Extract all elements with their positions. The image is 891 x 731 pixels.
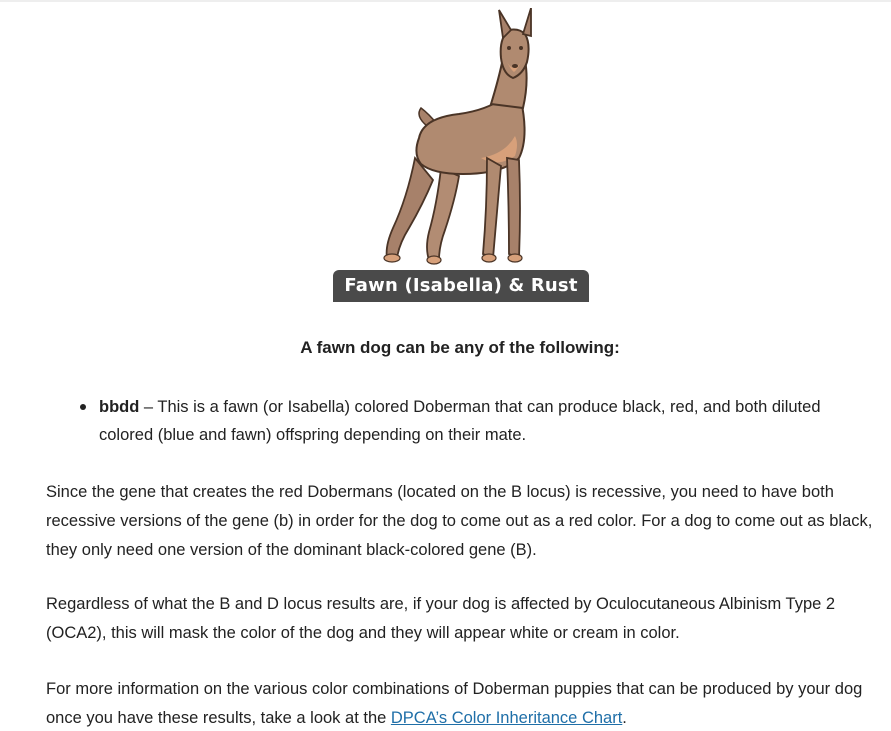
list-item [99, 393, 869, 449]
doberman-illustration [363, 8, 563, 270]
paragraph-oca2: Regardless of what the B and D locus results are, if your dog is affected by Oculocutaneous Albinism Type 2 (OCA2), this will mask the color of the dog and they will appear white or cream in color. [46, 595, 836, 642]
genotype-term: bbdd [99, 398, 140, 416]
paragraph-more-info-text: For more information on the various color combinations of Doberman puppies that can be produced by your dog once you have these results, take a look at the [46, 680, 863, 727]
genotype-list [99, 393, 869, 449]
color-inheritance-chart-link[interactable]: DPCA’s Color Inheritance Chart [390, 709, 623, 727]
image-caption: Fawn (Isabella) & Rust [333, 270, 589, 302]
genotype-description: – This is a fawn (or Isabella) colored Doberman that can produce black, red, and both diluted colored (blue and fawn) offspring depending on their mate. [99, 398, 821, 444]
section-subheading: A fawn dog can be any of the following: [300, 338, 620, 357]
paragraph-more-info-end: . [622, 709, 627, 727]
top-divider [0, 0, 891, 2]
paragraph-red-gene: Since the gene that creates the red Dobermans (located on the B locus) is recessive, you need to have both recessive versions of the gene (b) in order for the dog to come out as a red color. For a dog to come out as black, they only need one version of the dominant black-colored gene (B). [46, 483, 873, 559]
doberman-figure [333, 8, 589, 302]
paragraph-more-info [46, 675, 876, 731]
